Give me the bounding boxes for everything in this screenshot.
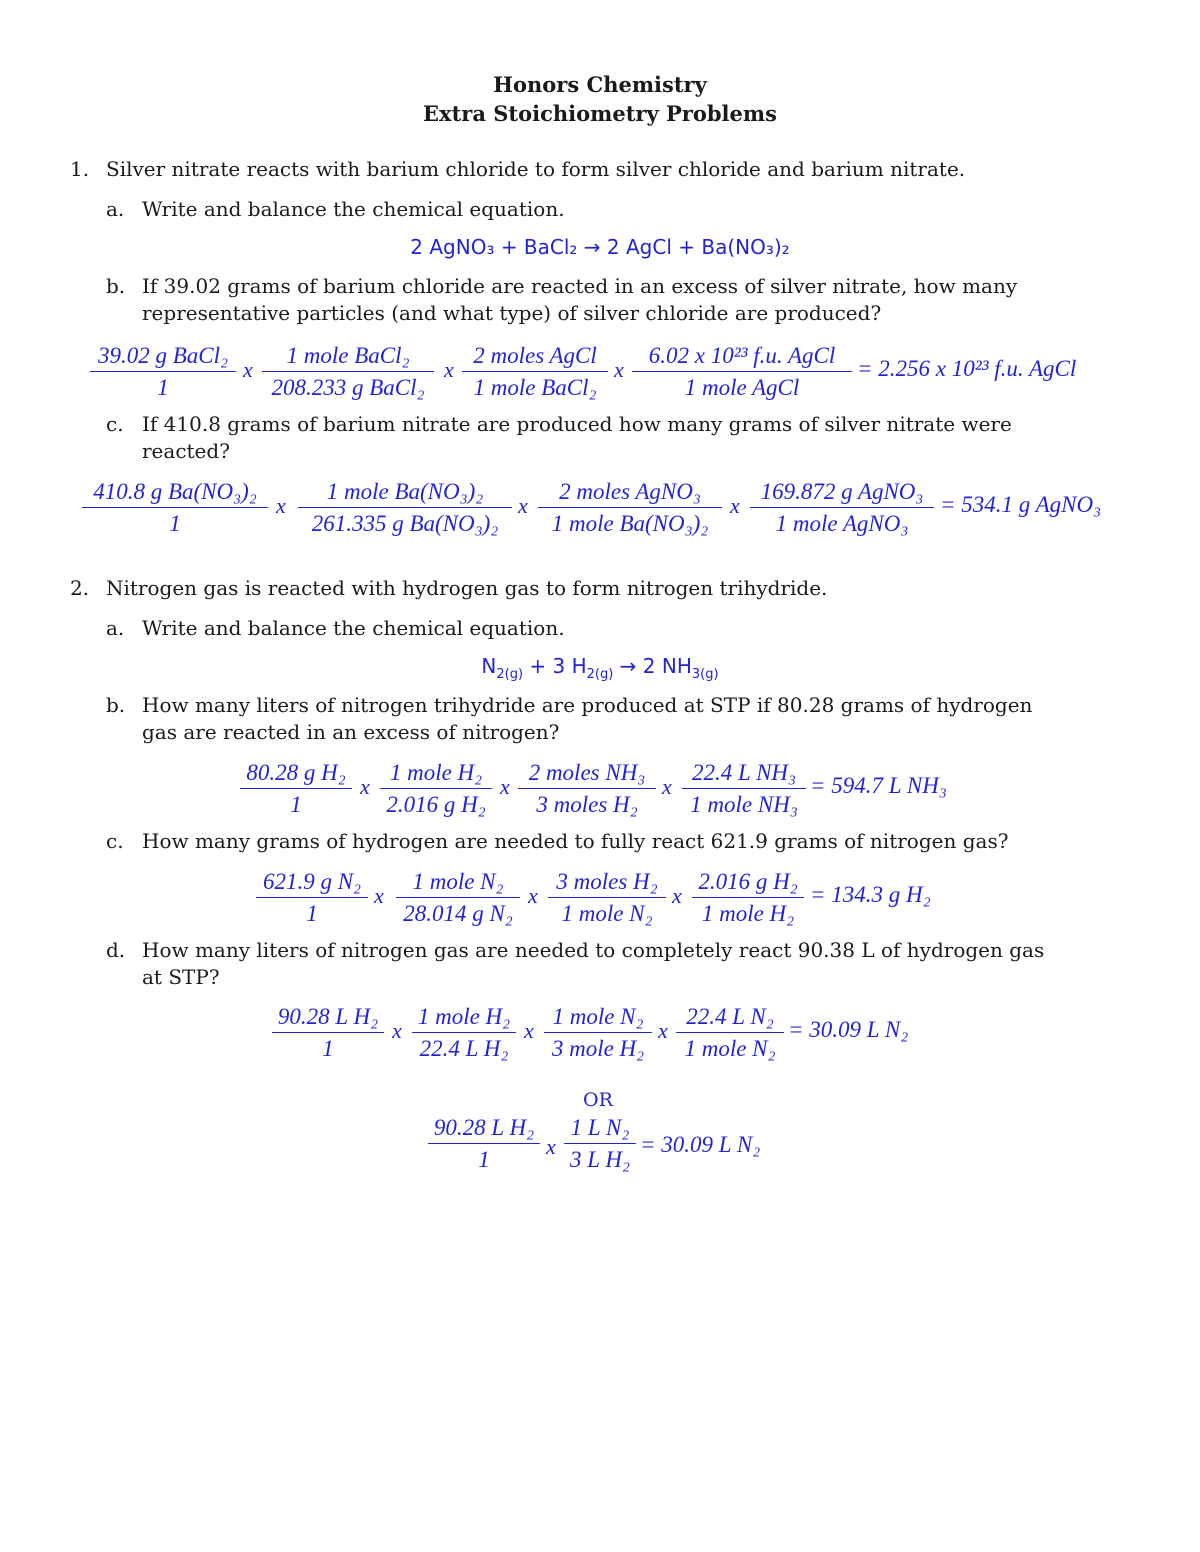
multiply-symbol: x	[546, 1134, 556, 1159]
fraction-denominator: 1	[322, 1036, 334, 1061]
fraction-denominator: 208.233 g BaCl₂	[271, 375, 425, 400]
problem-1b-fraction-2	[262, 340, 434, 403]
problem-2a-equation: $N_{2(g)} + 3$ $H_{2(g)} \to 2$ $NH_{3(g)}$	[481, 654, 719, 682]
problem-2d-fraction-3	[544, 1001, 652, 1064]
problem-2d-alt-fraction-1	[428, 1112, 540, 1175]
fraction-numerator: 2 moles NH₃	[518, 757, 656, 789]
problem-2c-fraction-1	[256, 866, 368, 929]
problem-2d-fraction-1	[272, 1001, 384, 1064]
fraction-denominator: 1	[157, 375, 169, 400]
fraction-numerator: 621.9 g N₂	[256, 866, 368, 898]
problem-1c-fraction-4	[750, 476, 934, 539]
problem-2b-text-line1: How many liters of nitrogen trihydride are produced at STP if 80.28 grams of hydrogen	[142, 693, 1033, 717]
fraction-numerator: 1 mole BaCl₂	[262, 340, 434, 372]
multiply-symbol: x	[500, 774, 510, 799]
multiply-symbol: x	[444, 357, 454, 382]
fraction-denominator: 3 L H₂	[570, 1147, 630, 1172]
or-label: OR	[583, 1089, 613, 1111]
fraction-denominator: 1	[478, 1147, 490, 1172]
problem-2d-alt-fraction-2	[564, 1112, 636, 1175]
fraction-denominator: 22.4 L H₂	[419, 1036, 509, 1061]
multiply-symbol: x	[392, 1018, 402, 1043]
problem-1c-fraction-3	[538, 476, 722, 539]
problem-2d-fraction-4	[676, 1001, 784, 1064]
problem-1b-result: = 2.256 x 10²³ f.u. AgCl	[857, 356, 1077, 381]
problem-2d-text-line2: at STP?	[142, 965, 220, 989]
problem-2d-letter: d.	[106, 938, 126, 962]
problem-2-stem: Nitrogen gas is reacted with hydrogen gas to form nitrogen trihydride.	[106, 576, 828, 600]
problem-1b-fraction-1	[90, 340, 236, 403]
fraction-denominator: 1 mole Ba(NO₃)₂	[551, 511, 709, 536]
multiply-symbol: x	[243, 357, 253, 382]
problem-2b-letter: b.	[106, 693, 126, 717]
problem-2b-fraction-1	[240, 757, 352, 820]
fraction-denominator: 1 mole BaCl₂	[473, 375, 597, 400]
problem-1a-letter: a.	[106, 197, 125, 221]
fraction-numerator: 3 moles H₂	[548, 866, 666, 898]
problem-2c-result: = 134.3 g H₂	[810, 882, 931, 907]
problem-2-number: 2.	[70, 576, 90, 600]
problem-2b-text-line2: gas are reacted in an excess of nitrogen?	[142, 720, 560, 744]
problem-2b-fraction-2	[380, 757, 492, 820]
fraction-denominator: 1 mole N₂	[684, 1036, 776, 1061]
problem-2c-fraction-3	[548, 866, 666, 929]
multiply-symbol: x	[662, 774, 672, 799]
fraction-denominator: 1 mole AgNO₃	[775, 511, 909, 536]
problem-1c-text-line1: If 410.8 grams of barium nitrate are produced how many grams of silver nitrate were	[142, 412, 1012, 436]
fraction-denominator: 3 mole H₂	[551, 1036, 645, 1061]
problem-2a-text: Write and balance the chemical equation.	[142, 616, 565, 640]
fraction-numerator: 1 L N₂	[564, 1112, 636, 1144]
fraction-denominator: 1	[290, 792, 302, 817]
problem-1b-text-line1: If 39.02 grams of barium chloride are reacted in an excess of silver nitrate, how many	[142, 274, 1018, 298]
problem-1c-letter: c.	[106, 412, 124, 436]
problem-1b-letter: b.	[106, 274, 126, 298]
problem-1a-text: Write and balance the chemical equation.	[142, 197, 565, 221]
fraction-numerator: 6.02 x 10²³ f.u. AgCl	[632, 340, 852, 372]
fraction-denominator: 1 mole N₂	[561, 901, 653, 926]
worksheet-course-title: Honors Chemistry	[493, 72, 707, 97]
problem-2b-result: = 594.7 L NH₃	[810, 773, 947, 798]
fraction-numerator: 1 mole N₂	[544, 1001, 652, 1033]
problem-2c-text-line1: How many grams of hydrogen are needed to fully react 621.9 grams of nitrogen gas?	[142, 829, 1009, 853]
worksheet-subtitle: Extra Stoichiometry Problems	[423, 101, 777, 126]
multiply-symbol: x	[374, 883, 384, 908]
fraction-numerator: 22.4 L NH₃	[682, 757, 806, 789]
fraction-numerator: 1 mole N₂	[396, 866, 520, 898]
multiply-symbol: x	[518, 493, 528, 518]
problem-1c-result: = 534.1 g AgNO₃	[940, 492, 1102, 517]
problem-1-number: 1.	[70, 157, 90, 181]
fraction-denominator: 28.014 g N₂	[403, 901, 513, 926]
problem-2d-fraction-2	[412, 1001, 516, 1064]
fraction-numerator: 90.28 L H₂	[428, 1112, 540, 1144]
problem-1a-equation: 2 AgNO₃ + BaCl₂ → 2 AgCl + Ba(NO₃)₂	[410, 235, 790, 259]
fraction-denominator: 1 mole H₂	[701, 901, 795, 926]
fraction-numerator: 22.4 L N₂	[676, 1001, 784, 1033]
multiply-symbol: x	[730, 493, 740, 518]
problem-2b-fraction-3	[518, 757, 656, 820]
fraction-denominator: 2.016 g H₂	[386, 792, 486, 817]
fraction-denominator: 261.335 g Ba(NO₃)₂	[311, 511, 499, 536]
fraction-numerator: 80.28 g H₂	[240, 757, 352, 789]
problem-1b-fraction-4	[632, 340, 852, 403]
fraction-numerator: 2 moles AgCl	[462, 340, 608, 372]
problem-2b-fraction-4	[682, 757, 806, 820]
problem-2d-alt-result: = 30.09 L N₂	[640, 1132, 761, 1157]
fraction-numerator: 410.8 g Ba(NO₃)₂	[82, 476, 268, 508]
multiply-symbol: x	[614, 357, 624, 382]
problem-1b-text-line2: representative particles (and what type) of silver chloride are produced?	[142, 301, 882, 325]
multiply-symbol: x	[360, 774, 370, 799]
fraction-numerator: 90.28 L H₂	[272, 1001, 384, 1033]
fraction-denominator: 1 mole AgCl	[684, 375, 800, 400]
fraction-numerator: 2.016 g H₂	[692, 866, 804, 898]
fraction-numerator: 1 mole H₂	[380, 757, 492, 789]
problem-2d-text-line1: How many liters of nitrogen gas are needed to completely react 90.38 L of hydrogen gas	[142, 938, 1045, 962]
problem-1b-fraction-3	[462, 340, 608, 403]
problem-2c-letter: c.	[106, 829, 124, 853]
multiply-symbol: x	[528, 883, 538, 908]
multiply-symbol: x	[276, 493, 286, 518]
fraction-numerator: 2 moles AgNO₃	[538, 476, 722, 508]
fraction-numerator: 1 mole Ba(NO₃)₂	[298, 476, 512, 508]
problem-2a-letter: a.	[106, 616, 125, 640]
fraction-denominator: 1 mole NH₃	[690, 792, 798, 817]
problem-1c-fraction-2	[298, 476, 512, 539]
problem-1c-fraction-1	[82, 476, 268, 539]
problem-1-stem: Silver nitrate reacts with barium chloride to form silver chloride and barium nitrate.	[106, 157, 966, 181]
multiply-symbol: x	[658, 1018, 668, 1043]
fraction-numerator: 39.02 g BaCl₂	[90, 340, 236, 372]
fraction-denominator: 1	[169, 511, 181, 536]
problem-2d-result: = 30.09 L N₂	[788, 1017, 909, 1042]
problem-2c-fraction-2	[396, 866, 520, 929]
fraction-denominator: 3 moles H₂	[536, 792, 638, 817]
problem-2c-fraction-4	[692, 866, 804, 929]
fraction-numerator: 1 mole H₂	[412, 1001, 516, 1033]
problem-1c-text-line2: reacted?	[142, 439, 230, 463]
multiply-symbol: x	[524, 1018, 534, 1043]
multiply-symbol: x	[672, 883, 682, 908]
fraction-numerator: 169.872 g AgNO₃	[750, 476, 934, 508]
fraction-denominator: 1	[306, 901, 318, 926]
